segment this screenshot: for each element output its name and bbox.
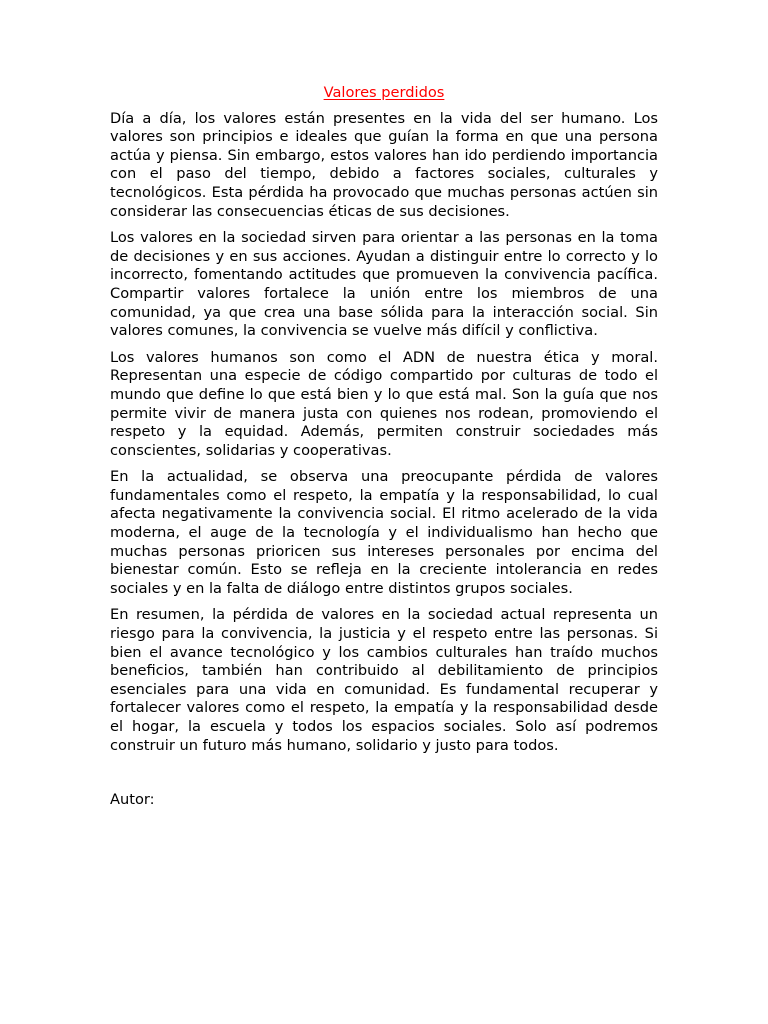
paragraph-3: Los valores humanos son como el ADN de nuestra ética y moral. Representan una especie de código compartido por culturas de todo el mundo que define lo que está bien y lo que está mal. Son la guía que nos permite vivir de manera justa con quienes nos rodean, promoviendo el respeto y la equidad. Además, permiten construir sociedades más conscientes, solidarias y cooperativas. <box>110 348 658 459</box>
author-label: Autor: <box>110 791 155 809</box>
paragraph-5: En resumen, la pérdida de valores en la sociedad actual representa un riesgo para la convivencia, la justicia y el respeto entre las personas. Si bien el avance tecnológico y los cambios culturales han traído muchos beneficios, también han contribuido al debilitamiento de principios esenciales para una vida en comunidad. Es fundamental recuperar y fortalecer valores como el respeto, la empatía y la responsabilidad desde el hogar, la escuela y todos los espacios sociales. Solo así podremos construir un futuro más humano, solidario y justo para todos. <box>110 606 658 754</box>
document-title-text: Valores perdidos <box>323 84 445 101</box>
document-title <box>110 84 658 103</box>
paragraph-1: Día a día, los valores están presentes en la vida del ser humano. Los valores son principios e ideales que guían la forma en que una persona actúa y piensa. Sin embargo, estos valores han ido perdiendo importancia con el paso del tiempo, debido a factores sociales, culturales y tecnológicos. Esta pérdida ha provocado que muchas personas actúen sin considerar las consecuencias éticas de sus decisiones. <box>110 109 658 220</box>
paragraph-4: En la actualidad, se observa una preocupante pérdida de valores fundamentales como el respeto, la empatía y la responsabilidad, lo cual afecta negativamente la convivencia social. El ritmo acelerado de la vida moderna, el auge de la tecnología y el individualismo han hecho que muchas personas prioricen sus intereses personales por encima del bienestar común. Esto se refleja en la creciente intolerancia en redes sociales y en la falta de diálogo entre distintos grupos sociales. <box>110 468 658 597</box>
paragraph-2: Los valores en la sociedad sirven para orientar a las personas en la toma de decisiones y en sus acciones. Ayudan a distinguir entre lo correcto y lo incorrecto, fomentando actitudes que promueven la convivencia pacífica. Compartir valores fortalece la unión entre los miembros de una comunidad, ya que crea una base sólida para la interacción social. Sin valores comunes, la convivencia se vuelve más difícil y conflictiva. <box>110 229 658 340</box>
document-page <box>110 84 658 810</box>
